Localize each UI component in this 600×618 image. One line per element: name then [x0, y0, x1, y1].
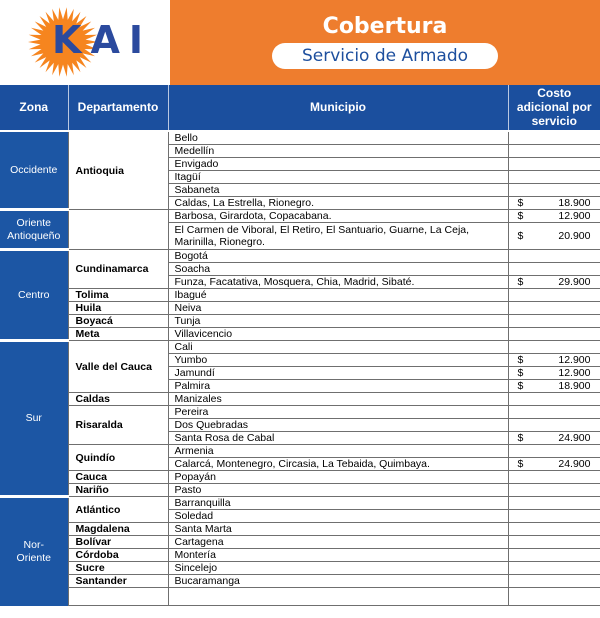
- costo-cell: [508, 263, 600, 276]
- municipio-cell: Palmira: [168, 380, 508, 393]
- municipio-cell: Dos Quebradas: [168, 419, 508, 432]
- zona-cell: Nor-Oriente: [0, 497, 68, 606]
- municipio-cell: Montería: [168, 549, 508, 562]
- departamento-cell: Sucre: [68, 562, 168, 575]
- costo-cell: [508, 549, 600, 562]
- currency-symbol: $: [517, 380, 524, 393]
- costo-cell: [508, 393, 600, 406]
- price-value: 12.900: [558, 354, 591, 367]
- table-row: [0, 393, 600, 406]
- departamento-cell: Cundinamarca: [68, 250, 168, 289]
- municipio-cell: Tunja: [168, 315, 508, 328]
- table-row: [0, 549, 600, 562]
- costo-cell: [508, 328, 600, 341]
- municipio-cell: Bello: [168, 131, 508, 145]
- table-row: [0, 250, 600, 263]
- currency-symbol: $: [517, 354, 524, 367]
- costo-cell: [508, 276, 600, 289]
- costo-cell: [508, 223, 600, 250]
- municipio-cell: Santa Marta: [168, 523, 508, 536]
- costo-cell: [508, 419, 600, 432]
- departamento-cell: Risaralda: [68, 406, 168, 445]
- costo-cell: [508, 158, 600, 171]
- municipio-cell: Soledad: [168, 510, 508, 523]
- departamento-cell: Huila: [68, 302, 168, 315]
- municipio-cell: Soacha: [168, 263, 508, 276]
- table-row: [0, 210, 600, 223]
- costo-cell: [508, 471, 600, 484]
- costo-cell: [508, 445, 600, 458]
- departamento-cell: Meta: [68, 328, 168, 341]
- costo-cell: [508, 210, 600, 223]
- price-value: 12.900: [558, 367, 591, 380]
- municipio-cell: Pasto: [168, 484, 508, 497]
- municipio-cell: Calarcá, Montenegro, Circasia, La Tebaida, Quimbaya.: [168, 458, 508, 471]
- municipio-cell: Barbosa, Girardota, Copacabana.: [168, 210, 508, 223]
- banner: [170, 0, 600, 85]
- departamento-cell: [68, 588, 168, 606]
- kai-logo: [0, 0, 170, 85]
- municipio-cell: Neiva: [168, 302, 508, 315]
- municipio-cell: El Carmen de Viboral, El Retiro, El Santuario, Guarne, La Ceja, Marinilla, Rionegro.: [168, 223, 508, 250]
- costo-cell: [508, 510, 600, 523]
- municipio-cell: Bogotá: [168, 250, 508, 263]
- municipio-cell: Cartagena: [168, 536, 508, 549]
- municipio-cell: Itagüí: [168, 171, 508, 184]
- zona-cell: Occidente: [0, 131, 68, 210]
- departamento-cell: Valle del Cauca: [68, 341, 168, 393]
- municipio-cell: Pereira: [168, 406, 508, 419]
- currency-symbol: $: [517, 230, 524, 243]
- municipio-cell: Cali: [168, 341, 508, 354]
- municipio-cell: Caldas, La Estrella, Rionegro.: [168, 197, 508, 210]
- departamento-cell: Quindío: [68, 445, 168, 471]
- zona-cell: Oriente Antioqueño: [0, 210, 68, 250]
- departamento-cell: Córdoba: [68, 549, 168, 562]
- costo-cell: [508, 536, 600, 549]
- departamento-cell: Atlántico: [68, 497, 168, 523]
- municipio-cell: Manizales: [168, 393, 508, 406]
- logo-text: KAI: [52, 18, 152, 62]
- header-costo: Costo adicional por servicio: [508, 85, 600, 131]
- costo-cell: [508, 523, 600, 536]
- zona-cell: Centro: [0, 250, 68, 341]
- header-municipio: Municipio: [168, 85, 508, 131]
- currency-symbol: $: [517, 197, 524, 210]
- departamento-cell: Bolívar: [68, 536, 168, 549]
- costo-cell: [508, 354, 600, 367]
- table-row: [0, 289, 600, 302]
- municipio-cell: Envigado: [168, 158, 508, 171]
- departamento-cell: Caldas: [68, 393, 168, 406]
- costo-cell: [508, 289, 600, 302]
- departamento-cell: Antioquia: [68, 131, 168, 210]
- price-value: 24.900: [558, 458, 591, 471]
- municipio-cell: Sabaneta: [168, 184, 508, 197]
- departamento-cell: [68, 210, 168, 250]
- costo-cell: [508, 131, 600, 145]
- departamento-cell: Boyacá: [68, 315, 168, 328]
- costo-cell: [508, 250, 600, 263]
- costo-cell: [508, 315, 600, 328]
- departamento-cell: Cauca: [68, 471, 168, 484]
- table-row: [0, 471, 600, 484]
- zona-cell: Sur: [0, 341, 68, 497]
- table-row: [0, 575, 600, 588]
- costo-cell: [508, 562, 600, 575]
- costo-cell: [508, 458, 600, 471]
- departamento-cell: Nariño: [68, 484, 168, 497]
- coverage-table: [0, 85, 600, 606]
- municipio-cell: Yumbo: [168, 354, 508, 367]
- municipio-cell: Bucaramanga: [168, 575, 508, 588]
- currency-symbol: $: [517, 210, 524, 223]
- municipio-cell: Medellín: [168, 145, 508, 158]
- costo-cell: [508, 575, 600, 588]
- departamento-cell: Tolima: [68, 289, 168, 302]
- costo-cell: [508, 341, 600, 354]
- municipio-cell: Barranquilla: [168, 497, 508, 510]
- currency-symbol: $: [517, 458, 524, 471]
- table-row: [0, 315, 600, 328]
- municipio-cell: Santa Rosa de Cabal: [168, 432, 508, 445]
- costo-cell: [508, 432, 600, 445]
- municipio-cell: Sincelejo: [168, 562, 508, 575]
- departamento-cell: Santander: [68, 575, 168, 588]
- coverage-table-body: [0, 131, 600, 606]
- municipio-cell: Popayán: [168, 471, 508, 484]
- municipio-cell: Villavicencio: [168, 328, 508, 341]
- table-header: [0, 85, 600, 131]
- municipio-cell: Ibagué: [168, 289, 508, 302]
- costo-cell: [508, 171, 600, 184]
- table-row: [0, 562, 600, 575]
- header-departamento: Departamento: [68, 85, 168, 131]
- table-row: [0, 131, 600, 145]
- header-zona: Zona: [0, 85, 68, 131]
- table-row: [0, 497, 600, 510]
- table-row: [0, 406, 600, 419]
- costo-cell: [508, 406, 600, 419]
- costo-cell: [508, 497, 600, 510]
- empty-row: [0, 588, 600, 606]
- table-row: [0, 484, 600, 497]
- banner-subtitle-pill: Servicio de Armado: [272, 43, 498, 69]
- costo-cell: [508, 197, 600, 210]
- price-value: 18.900: [558, 197, 591, 210]
- table-row: [0, 341, 600, 354]
- costo-cell: [508, 367, 600, 380]
- costo-cell: [508, 380, 600, 393]
- municipio-cell: Funza, Facatativa, Mosquera, Chia, Madrid, Sibaté.: [168, 276, 508, 289]
- currency-symbol: $: [517, 432, 524, 445]
- table-row: [0, 302, 600, 315]
- municipio-cell: [168, 588, 508, 606]
- municipio-cell: Jamundí: [168, 367, 508, 380]
- price-value: 20.900: [558, 230, 591, 243]
- price-value: 29.900: [558, 276, 591, 289]
- costo-cell: [508, 145, 600, 158]
- departamento-cell: Magdalena: [68, 523, 168, 536]
- costo-cell: [508, 484, 600, 497]
- costo-cell: [508, 184, 600, 197]
- table-row: [0, 536, 600, 549]
- table-row: [0, 523, 600, 536]
- costo-cell: [508, 588, 600, 606]
- price-value: 18.900: [558, 380, 591, 393]
- table-row: [0, 328, 600, 341]
- costo-cell: [508, 302, 600, 315]
- top-bar: [0, 0, 600, 85]
- price-value: 12.900: [558, 210, 591, 223]
- price-value: 24.900: [558, 432, 591, 445]
- currency-symbol: $: [517, 276, 524, 289]
- municipio-cell: Armenia: [168, 445, 508, 458]
- table-row: [0, 445, 600, 458]
- banner-title: Cobertura: [322, 13, 448, 39]
- header-row: [0, 85, 600, 131]
- currency-symbol: $: [517, 367, 524, 380]
